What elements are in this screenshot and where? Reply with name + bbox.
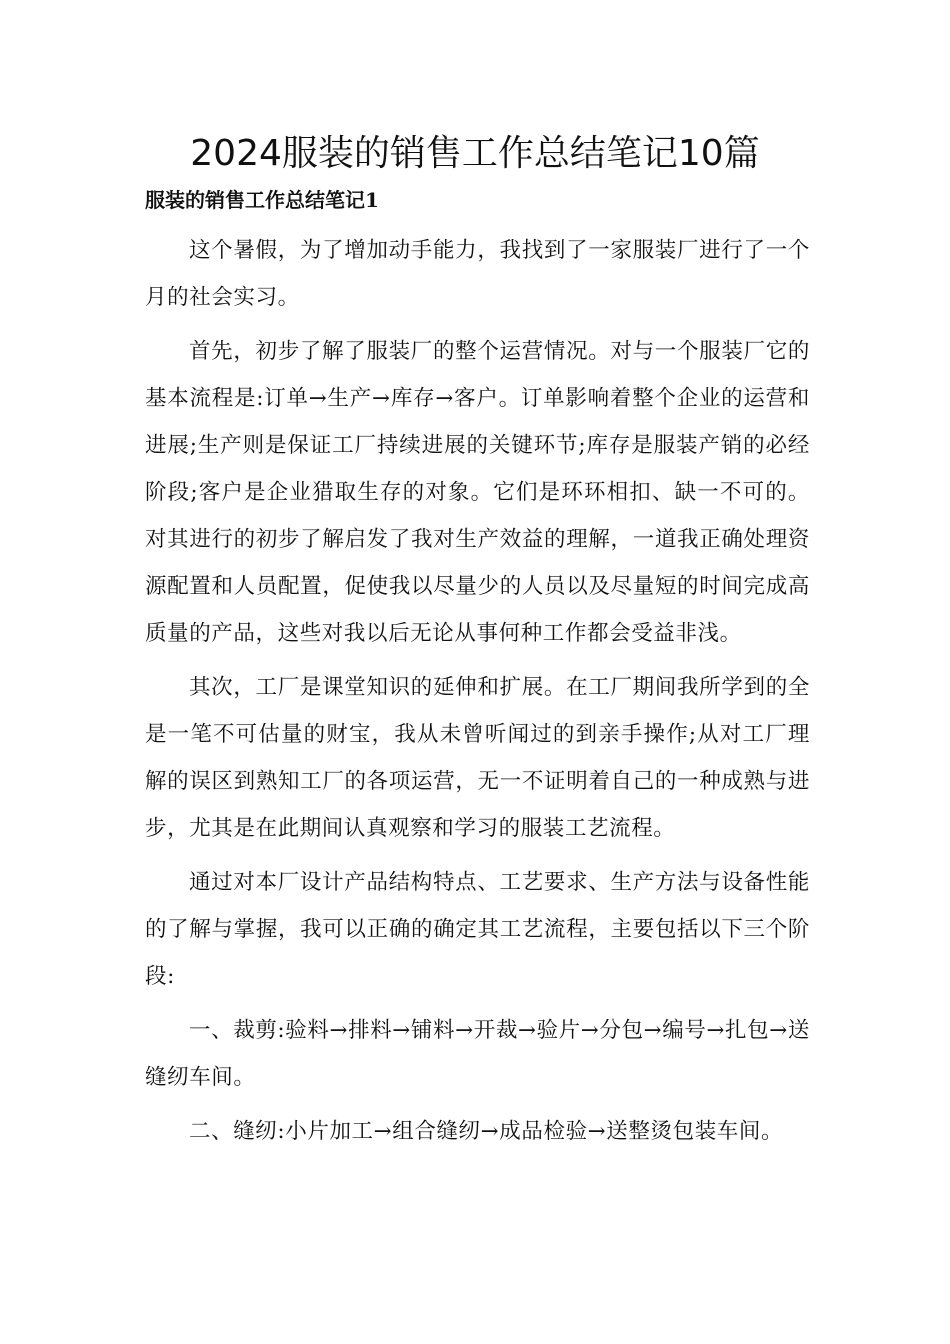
paragraph: 首先，初步了解了服装厂的整个运营情况。对与一个服装厂它的基本流程是:订单→生产→库存→客户。订单影响着整个企业的运营和进展;生产则是保证工厂持续进展的关键环节;库存是服装产销的必经阶段;客户是企业猎取生存的对象。它们是环环相扣、缺一不可的。对其进行的初步了解启发了我对生产效益的理解，一道我正确处理资源配置和人员配置，促使我以尽量少的人员以及尽量短的时间完成高质量的产品，这些对我以后无论从事何种工作都会受益非浅。 [145, 339, 810, 646]
section-heading: 服装的销售工作总结笔记1 [145, 188, 379, 212]
document-body [145, 227, 810, 1162]
paragraph: 一、裁剪:验料→排料→铺料→开裁→验片→分包→编号→扎包→送缝纫车间。 [145, 1018, 810, 1090]
paragraph: 其次，工厂是课堂知识的延伸和扩展。在工厂期间我所学到的全是一笔不可估量的财宝，我从未曾听闻过的到亲手操作;从对工厂理解的误区到熟知工厂的各项运营，无一不证明着自己的一种成熟与进步，尤其是在此期间认真观察和学习的服装工艺流程。 [145, 675, 810, 841]
document-title: 2024服装的销售工作总结笔记10篇 [190, 133, 760, 174]
paragraph: 通过对本厂设计产品结构特点、工艺要求、生产方法与设备性能的了解与掌握，我可以正确的确定其工艺流程，主要包括以下三个阶段: [145, 870, 810, 989]
paragraph: 二、缝纫:小片加工→组合缝纫→成品检验→送整烫包装车间。 [189, 1119, 784, 1144]
paragraph: 这个暑假，为了增加动手能力，我找到了一家服装厂进行了一个月的社会实习。 [145, 238, 810, 310]
